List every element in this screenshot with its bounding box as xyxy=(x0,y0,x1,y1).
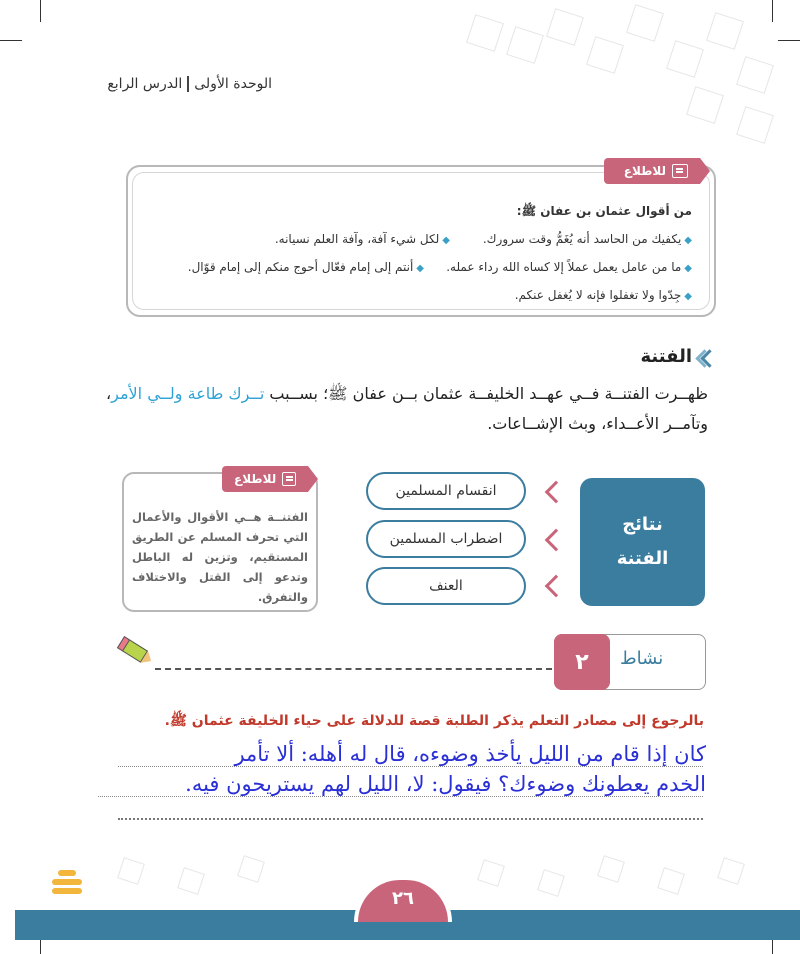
results-box xyxy=(580,478,705,606)
info-item: ◆أنتم إلى إمام فعّال أحوج منكم إلى إمام قوّال. xyxy=(187,260,424,274)
unit-label: الوحدة الأولى xyxy=(194,76,272,92)
book-icon xyxy=(672,164,688,178)
book-icon xyxy=(282,472,296,486)
bullet-icon: ◆ xyxy=(684,235,692,246)
crop-mark xyxy=(40,0,41,22)
chevron-left-icon xyxy=(698,350,712,364)
info-item: ◆جِدّوا ولا تغفلوا فإنه لا يُغفل عنكم. xyxy=(514,288,692,302)
paragraph-line: وتآمــر الأعــداء، وبث الإشــاعات. xyxy=(487,414,708,433)
crop-mark xyxy=(0,40,22,41)
info-item: ◆ما من عامل يعمل عملاً إلا كساه الله رداء عمله. xyxy=(446,260,692,274)
result-item: انقسام المسلمين xyxy=(366,472,526,510)
header-separator xyxy=(187,76,189,92)
answer-dotted-line xyxy=(118,766,703,767)
bullet-icon: ◆ xyxy=(684,263,692,274)
paragraph-line: ظهــرت الفتنــة فــي عهــد الخليفــة عثمان بــن عفان ﷺ؛ بســبب تــرك طاعة ولــي الأمر، xyxy=(105,384,708,403)
chevron-left-icon xyxy=(545,481,568,504)
dashed-divider xyxy=(155,668,552,670)
result-item: العنف xyxy=(366,567,526,605)
bullet-icon: ◆ xyxy=(416,263,424,274)
info-title: من أقوال عثمان بن عفان ﷺ: xyxy=(516,204,692,218)
result-item: اضطراب المسلمين xyxy=(366,520,526,558)
chevron-left-icon xyxy=(545,529,568,552)
crop-mark xyxy=(772,0,773,22)
lesson-label: الدرس الرابع xyxy=(107,76,183,92)
definition-text: الفتنــة هــي الأقوال والأعمال التي تحرف المسلم عن الطريق المستقيم، وتزين له الباطل وتدعو إلى القتل والاختلاف والتفرق. xyxy=(132,510,308,604)
section-heading xyxy=(641,346,713,367)
info-tag xyxy=(604,158,700,184)
pencil-icon xyxy=(117,636,153,666)
answer-dotted-line xyxy=(98,796,703,797)
publisher-logo-icon xyxy=(52,862,82,902)
highlight-text: تــرك طاعة ولــي الأمر xyxy=(111,384,265,403)
results-title: الفتنة xyxy=(616,548,669,569)
page-number: ٢٦ xyxy=(354,876,452,922)
answer-handwriting: الخدم يعطونك وضوءك؟ فيقول: لا، الليل لهم يستريحون فيه. xyxy=(185,772,706,796)
bullet-icon: ◆ xyxy=(684,291,692,302)
answer-handwriting: كان إذا قام من الليل يأخذ وضوءه، قال له أهله: ألا تأمر xyxy=(234,742,706,766)
definition-tag-label: للاطلاع xyxy=(234,472,277,486)
section-title: الفتنة xyxy=(640,346,692,367)
activity-label: نشاط xyxy=(620,648,664,669)
page-header xyxy=(107,76,272,92)
crop-mark xyxy=(778,40,800,41)
chevron-left-icon xyxy=(545,575,568,598)
definition-tag xyxy=(222,466,308,492)
info-tag-label: للاطلاع xyxy=(623,164,666,178)
results-title: نتائج xyxy=(622,514,663,535)
info-item: ◆لكل شيء آفة، وآفة العلم نسيانه. xyxy=(274,232,450,246)
info-item: ◆يكفيك من الحاسد أنه يُغَمُّ وقت سرورك. xyxy=(482,232,692,246)
activity-number: ٢ xyxy=(554,634,610,690)
answer-dotted-line xyxy=(118,818,703,820)
bullet-icon: ◆ xyxy=(442,235,450,246)
activity-instruction: بالرجوع إلى مصادر التعلم يذكر الطلبة قصة للدلالة على حياء الخليفة عثمان ﷺ. xyxy=(164,713,704,729)
